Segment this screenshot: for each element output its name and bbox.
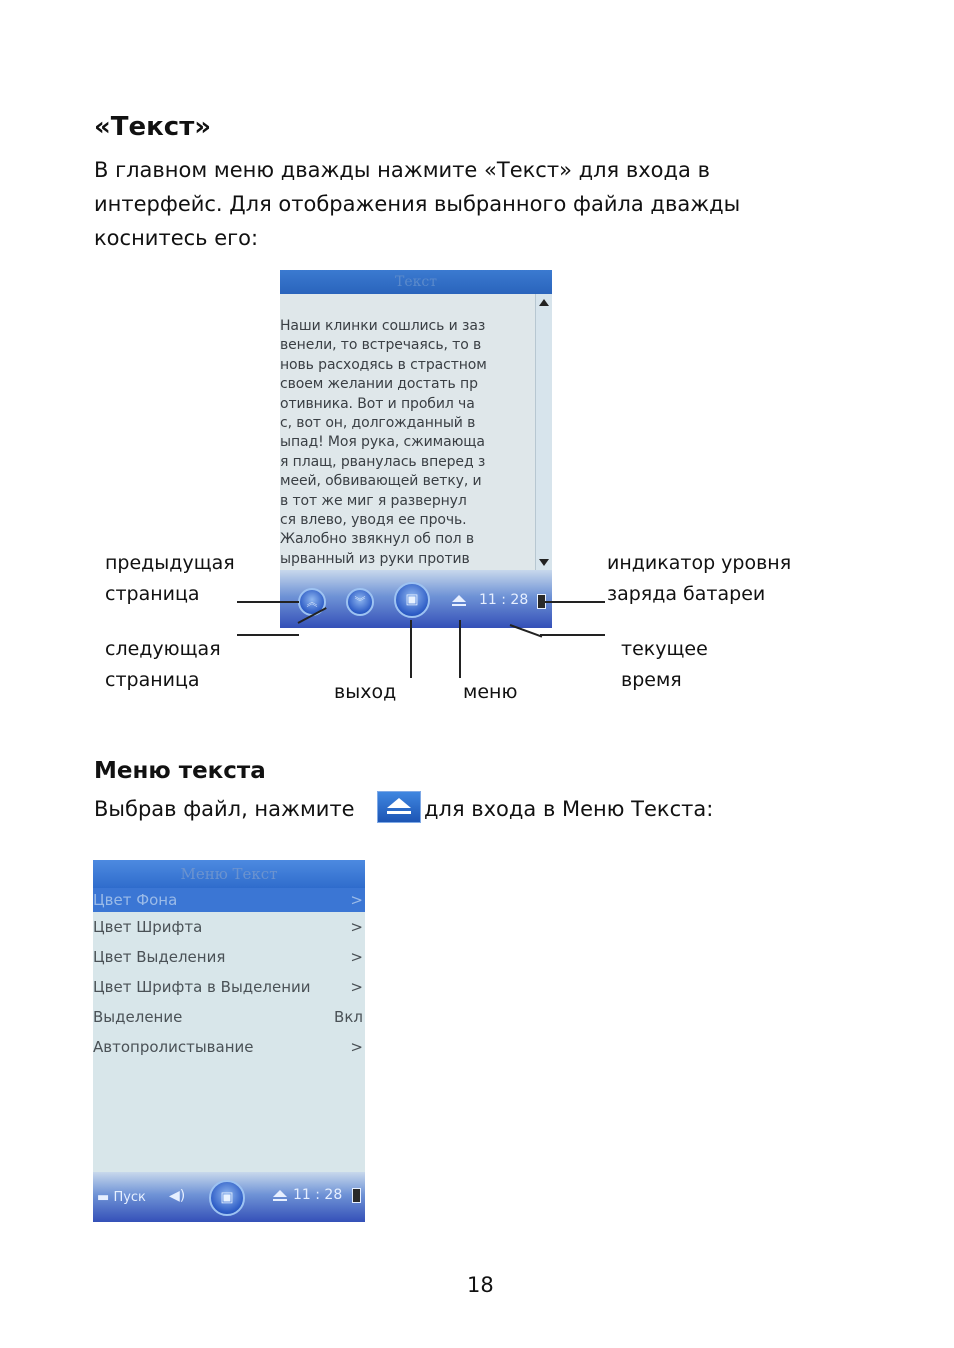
reader-line: отивника. Вот и пробил ча (280, 395, 475, 412)
page-number: 18 (467, 1273, 494, 1297)
menu-title: Меню Текст (93, 860, 365, 888)
prev-page-button[interactable] (298, 588, 326, 616)
menu-item[interactable]: Цвет Выделения > (93, 948, 363, 966)
double-chevron-down-icon: ︾ (354, 595, 366, 609)
reader-scrollbar[interactable] (535, 294, 552, 572)
text-menu-screenshot (93, 860, 365, 1222)
reader-line: Жалобно звякнул об пол в (280, 531, 475, 548)
clock-text: 11 : 28 (479, 592, 529, 608)
intro-line-1: В главном меню дважды нажмите «Текст» для входа в (94, 158, 710, 182)
callout-exit: выход (334, 681, 397, 703)
menu-item[interactable]: Цвет Шрифта > (93, 918, 363, 936)
eject-icon (273, 1190, 287, 1197)
menu-item[interactable]: Выделение Вкл (93, 1008, 363, 1026)
menu-taskbar (93, 1172, 365, 1222)
reader-line: Наши клинки сошлись и зaз (280, 318, 486, 334)
exit-button[interactable] (394, 582, 430, 618)
section-heading: Меню текста (94, 758, 266, 784)
menu-item[interactable]: Автопролистывание > (93, 1038, 363, 1056)
start-button[interactable]: ▬ Пуск (97, 1190, 146, 1205)
reader-line: я плащ, рванулась вперед з (280, 453, 486, 470)
home-icon: ▣ (405, 591, 419, 608)
exit-button[interactable] (209, 1180, 245, 1216)
eject-icon (452, 595, 466, 602)
reader-line: новь расходясь в страстном (280, 356, 487, 373)
reader-line: венели, то встречаясь, то в (280, 337, 482, 354)
callout-menu: меню (463, 681, 518, 703)
reader-taskbar (280, 570, 552, 628)
reader-text (280, 317, 530, 569)
intro-line-3: коснитесь его: (94, 226, 259, 250)
battery-icon (352, 1188, 361, 1203)
reader-title: Текст (280, 270, 552, 294)
start-icon: ▬ (97, 1190, 110, 1205)
intro-line-2: интерфейс. Для отображения выбранного файла дважды (94, 192, 741, 216)
eject-icon (377, 791, 421, 823)
callout-prev-page: предыдущая страница (105, 552, 235, 605)
double-chevron-up-icon: ︽ (306, 595, 318, 609)
reader-line: ся влево, уводя ее прочь. (280, 512, 467, 529)
callout-time: текущее время (621, 638, 708, 691)
speaker-icon[interactable]: ◀) (169, 1188, 186, 1204)
reader-line: своем желании достать пр (280, 376, 478, 393)
menu-item[interactable]: Цвет Фона > (93, 888, 365, 912)
section-text-before: Выбрав файл, нажмите (94, 797, 355, 821)
clock-text: 11 : 28 (293, 1187, 343, 1203)
reader-line: с, вот он, долгожданный в (280, 415, 476, 432)
scroll-up-icon[interactable] (539, 299, 549, 306)
reader-line: в тот же миг я развернул (280, 492, 467, 509)
next-page-button[interactable] (346, 588, 374, 616)
scroll-down-icon[interactable] (539, 559, 549, 566)
page-heading: «Текст» (94, 112, 212, 142)
reader-line: меей, обвивающей ветку, и (280, 473, 482, 490)
callout-battery: индикатор уровня заряда батареи (607, 552, 792, 605)
callout-next-page: следующая страница (105, 638, 221, 691)
reader-line: ырванный из руки против (280, 550, 470, 567)
reader-line: ыпад! Моя рука, сжимающа (280, 434, 485, 451)
text-reader-screenshot (280, 270, 552, 628)
section-text-after: для входа в Меню Текста: (424, 797, 714, 821)
menu-item[interactable]: Цвет Шрифта в Выделении > (93, 978, 363, 996)
home-icon: ▣ (220, 1189, 234, 1206)
